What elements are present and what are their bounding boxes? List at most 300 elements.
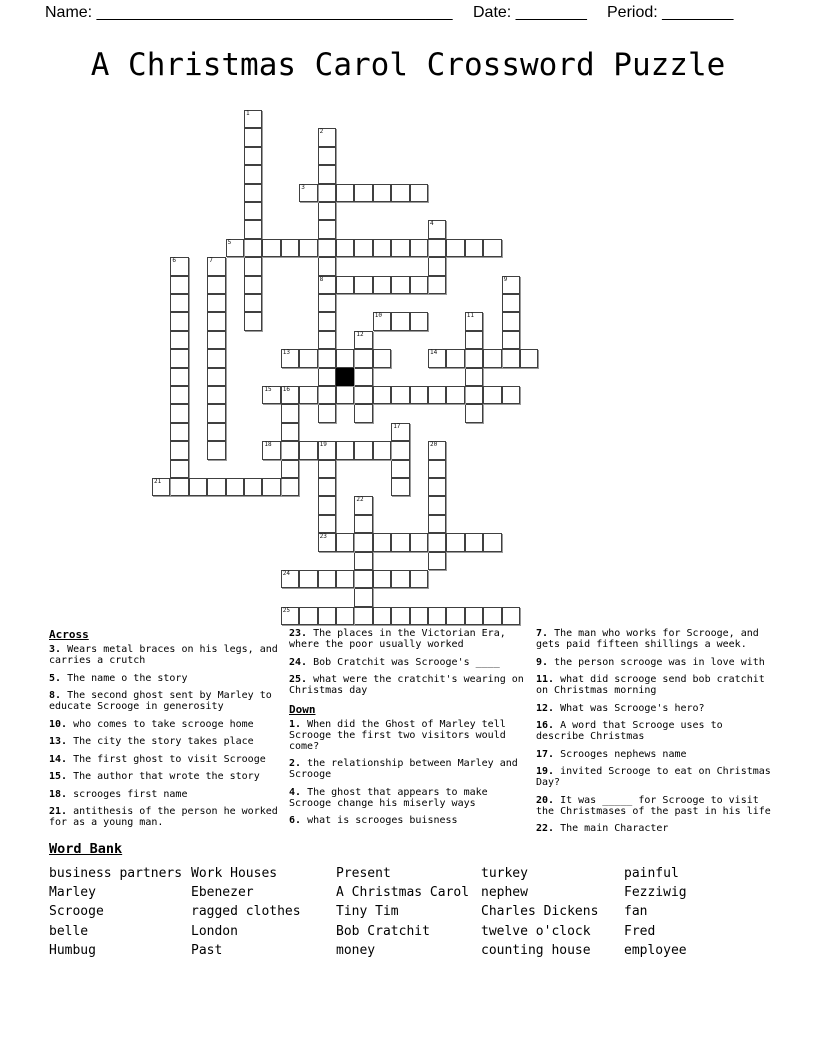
grid-cell[interactable] — [354, 588, 372, 606]
clue-down-17: 17. Scrooges nephews name — [536, 748, 687, 760]
clue-down-22: 22. The main Character — [536, 823, 669, 834]
grid-cell[interactable] — [483, 607, 501, 625]
grid-cell[interactable] — [244, 478, 262, 496]
grid-cell[interactable] — [428, 276, 446, 294]
grid-cell[interactable] — [428, 441, 446, 459]
grid-cell[interactable] — [373, 533, 391, 551]
grid-cell[interactable] — [244, 312, 262, 330]
grid-cell[interactable] — [281, 404, 299, 422]
grid-cell[interactable] — [318, 331, 336, 349]
grid-cell[interactable] — [354, 441, 372, 459]
clue-across-21: 21. antithesis of the person he worked for as a young man. — [49, 806, 278, 828]
grid-cell[interactable] — [318, 294, 336, 312]
grid-cell[interactable] — [281, 460, 299, 478]
clue-down-19: 19. invited Scrooge to eat on Christmas Day? — [536, 766, 771, 788]
grid-cell[interactable] — [299, 570, 317, 588]
grid-cell[interactable] — [318, 368, 336, 386]
grid-cell[interactable] — [318, 128, 336, 146]
grid-cell[interactable] — [244, 257, 262, 275]
cell-number: 14 — [430, 349, 438, 357]
grid-cell[interactable] — [170, 460, 188, 478]
grid-cell[interactable] — [391, 386, 409, 404]
grid-cell[interactable] — [483, 386, 501, 404]
grid-cell[interactable] — [336, 184, 354, 202]
cell-number: 16 — [282, 386, 291, 393]
grid-cell[interactable] — [465, 404, 483, 422]
clue-number: 12. — [536, 702, 555, 714]
grid-cell[interactable] — [318, 570, 336, 588]
grid-cell[interactable] — [299, 239, 317, 257]
clue-down-4: 4. The ghost that appears to make Scrooge change his miserly ways — [289, 786, 488, 809]
clue-number: 16. — [536, 720, 555, 731]
cell-number: 12 — [356, 330, 364, 338]
grid-cell[interactable] — [207, 386, 225, 404]
grid-cell[interactable] — [318, 515, 336, 533]
word-bank-word: business partners — [49, 866, 183, 881]
clue-down-11: 11. what did scrooge send bob cratchit on Christmas morning — [536, 674, 765, 696]
cell-number: 17 — [393, 422, 401, 430]
grid-cell[interactable] — [428, 257, 446, 275]
grid-cell[interactable] — [373, 184, 391, 202]
clue-number: 1. — [289, 718, 302, 730]
grid-cell[interactable] — [446, 239, 464, 257]
grid-cell[interactable] — [170, 478, 188, 496]
word-bank-word: Tiny Tim — [336, 904, 399, 920]
grid-cell[interactable] — [391, 239, 409, 257]
clue-number: 10. — [49, 718, 68, 730]
clue-number: 14. — [49, 753, 68, 765]
grid-cell[interactable] — [428, 515, 446, 533]
grid-cell[interactable] — [207, 441, 225, 459]
grid-cell[interactable] — [336, 607, 354, 625]
page-title: A Christmas Carol Crossword Puzzle — [90, 47, 726, 83]
grid-cell[interactable] — [410, 386, 428, 404]
clue-number: 24. — [289, 656, 308, 668]
grid-cell[interactable] — [391, 276, 409, 294]
grid-cell[interactable] — [244, 202, 262, 220]
word-bank-word: counting house — [481, 942, 591, 958]
grid-cell[interactable] — [502, 276, 520, 294]
grid-cell[interactable] — [373, 386, 391, 404]
grid-cell[interactable] — [170, 257, 188, 275]
grid-cell[interactable] — [428, 220, 446, 238]
word-bank-columns — [49, 864, 779, 960]
grid-cell[interactable] — [299, 184, 317, 202]
grid-cell[interactable] — [373, 312, 391, 330]
grid-cell[interactable] — [502, 294, 520, 312]
grid-cell[interactable] — [207, 294, 225, 312]
grid-cell[interactable] — [336, 276, 354, 294]
clue-number: 3. — [49, 644, 62, 655]
grid-cell[interactable] — [465, 386, 483, 404]
grid-cell[interactable] — [465, 349, 483, 367]
grid-cell[interactable] — [170, 294, 188, 312]
cell-number: 7 — [209, 257, 213, 265]
clue-number: 5. — [49, 672, 62, 684]
grid-cell[interactable] — [354, 276, 372, 294]
grid-cell[interactable] — [465, 239, 483, 257]
grid-cell[interactable] — [428, 552, 446, 570]
grid-cell[interactable] — [226, 239, 244, 257]
grid-cell[interactable] — [170, 349, 188, 367]
cell-number: 5 — [227, 238, 232, 246]
grid-cell[interactable] — [207, 276, 225, 294]
grid-cell[interactable] — [354, 349, 372, 367]
cell-number: 15 — [264, 386, 272, 393]
grid-cell[interactable] — [446, 533, 464, 551]
clue-across-25: 25. what were the cratchit's wearing on Christmas day — [289, 674, 524, 696]
grid-cell[interactable] — [318, 165, 336, 183]
word-bank-word: Past — [191, 942, 223, 958]
period-label: Period: — [607, 4, 658, 21]
grid-cell[interactable] — [318, 496, 336, 514]
period-field[interactable] — [607, 3, 733, 23]
grid-cell[interactable] — [483, 533, 501, 551]
grid-cell[interactable] — [465, 312, 483, 330]
grid-cell[interactable] — [410, 184, 428, 202]
grid-cell[interactable] — [354, 607, 372, 625]
grid-cell[interactable] — [318, 478, 336, 496]
cell-number: 8 — [319, 275, 324, 283]
cell-number: 23 — [319, 533, 327, 541]
grid-cell[interactable] — [410, 607, 428, 625]
grid-cell[interactable] — [373, 607, 391, 625]
grid-cell[interactable] — [428, 386, 446, 404]
grid-cell[interactable] — [391, 184, 409, 202]
grid-cell[interactable] — [244, 128, 262, 146]
word-bank-word: turkey — [481, 866, 528, 881]
grid-cell[interactable] — [391, 460, 409, 478]
clue-down-12: 12. What was Scrooge's hero? — [536, 702, 705, 714]
grid-cell[interactable] — [170, 386, 188, 404]
grid-cell[interactable] — [465, 368, 483, 386]
grid-cell[interactable] — [354, 404, 372, 422]
grid-cell[interactable] — [189, 478, 207, 496]
grid-cell[interactable] — [244, 165, 262, 183]
grid-cell[interactable] — [170, 423, 188, 441]
clue-number: 8. — [49, 690, 62, 701]
grid-cell[interactable] — [207, 368, 225, 386]
grid-cell[interactable] — [281, 441, 299, 459]
word-bank-word: nephew — [481, 885, 528, 901]
word-bank-word: Ebenezer — [191, 885, 254, 901]
word-bank-word: painful — [624, 866, 679, 881]
cell-number: 20 — [430, 441, 438, 449]
clue-number: 17. — [536, 748, 555, 760]
grid-cell[interactable] — [318, 460, 336, 478]
clue-number: 2. — [289, 758, 302, 769]
grid-cell[interactable] — [318, 276, 336, 294]
grid-cell[interactable] — [244, 220, 262, 238]
date-field[interactable] — [473, 3, 587, 23]
clue-across-15: 15. The author that wrote the story — [49, 771, 260, 782]
grid-cell[interactable] — [244, 110, 262, 128]
grid-cell[interactable] — [391, 441, 409, 459]
grid-cell[interactable] — [428, 496, 446, 514]
grid-cell[interactable] — [354, 368, 372, 386]
word-bank-word: Fred — [624, 923, 656, 939]
grid-cell[interactable] — [318, 349, 336, 367]
grid-cell[interactable] — [428, 460, 446, 478]
grid-cell[interactable] — [318, 441, 336, 459]
grid-cell[interactable] — [336, 239, 354, 257]
clue-number: 7. — [536, 628, 549, 639]
grid-cell[interactable] — [391, 478, 409, 496]
clue-across-13: 13. The city the story takes place — [49, 736, 254, 747]
across-clues-part2 — [289, 628, 532, 696]
word-bank-column — [336, 864, 481, 960]
grid-cell[interactable] — [244, 294, 262, 312]
name-field[interactable] — [45, 3, 453, 23]
grid-cell[interactable] — [170, 312, 188, 330]
grid-cell[interactable] — [336, 570, 354, 588]
grid-cell[interactable] — [207, 404, 225, 422]
clue-across-10: 10. who comes to take scrooge home — [49, 718, 254, 730]
grid-cell[interactable] — [465, 607, 483, 625]
clue-down-1: 1. When did the Ghost of Marley tell Scrooge the first two visitors would come? — [289, 718, 506, 752]
grid-cell[interactable] — [336, 386, 354, 404]
clue-across-8: 8. The second ghost sent by Marley to educate Scrooge in generosity — [49, 690, 272, 712]
clue-number: 4. — [289, 786, 302, 798]
grid-cell[interactable] — [318, 533, 336, 551]
word-bank-word: Work Houses — [191, 866, 278, 881]
down-clues-part2 — [536, 628, 775, 834]
grid-cell[interactable] — [170, 331, 188, 349]
grid-cell[interactable] — [262, 478, 280, 496]
clue-across-5: 5. The name o the story — [49, 672, 188, 684]
grid-cell[interactable] — [207, 331, 225, 349]
clue-number: 6. — [289, 815, 302, 826]
grid-cell[interactable] — [391, 533, 409, 551]
cell-number: 19 — [319, 441, 327, 449]
grid-cell[interactable] — [410, 570, 428, 588]
grid-cell[interactable] — [336, 349, 354, 367]
grid-cell[interactable] — [446, 386, 464, 404]
grid-cell[interactable] — [465, 331, 483, 349]
grid-cell[interactable] — [281, 570, 299, 588]
grid-cell[interactable] — [318, 239, 336, 257]
grid-cell[interactable] — [391, 423, 409, 441]
word-bank-word: Bob Cratchit — [336, 923, 430, 939]
clue-across-18: 18. scrooges first name — [49, 788, 188, 800]
grid-cell[interactable] — [299, 441, 317, 459]
grid-cell[interactable] — [354, 184, 372, 202]
grid-cell[interactable] — [318, 607, 336, 625]
name-blank-line[interactable]: ________________________________________ — [96, 4, 453, 21]
grid-cell[interactable] — [391, 312, 409, 330]
cell-number: 9 — [503, 275, 508, 283]
grid-cell[interactable] — [354, 496, 372, 514]
grid-cell[interactable] — [318, 312, 336, 330]
grid-cell[interactable] — [502, 607, 520, 625]
grid-cell[interactable] — [336, 533, 354, 551]
clue-down-7: 7. The man who works for Scrooge, and gets paid fifteen shillings a week. — [536, 628, 759, 650]
grid-cell[interactable] — [465, 533, 483, 551]
clue-number: 21. — [49, 806, 68, 817]
grid-cell[interactable] — [207, 478, 225, 496]
clue-column-1 — [49, 628, 285, 835]
word-bank-word: Charles Dickens — [481, 904, 599, 920]
grid-cell[interactable] — [281, 239, 299, 257]
cell-number: 2 — [319, 128, 324, 136]
clue-number: 19. — [536, 766, 555, 777]
grid-cell[interactable] — [299, 349, 317, 367]
word-bank-word: ragged clothes — [191, 904, 301, 920]
across-heading: Across — [49, 628, 89, 641]
grid-cell[interactable] — [354, 570, 372, 588]
grid-cell[interactable] — [373, 239, 391, 257]
clue-across-24: 24. Bob Cratchit was Scrooge's ____ — [289, 656, 500, 668]
word-bank-word: Scrooge — [49, 904, 104, 920]
grid-cell[interactable] — [354, 552, 372, 570]
clue-across-14: 14. The first ghost to visit Scrooge — [49, 753, 266, 765]
grid-cell[interactable] — [410, 312, 428, 330]
grid-cell[interactable] — [391, 570, 409, 588]
grid-cell[interactable] — [244, 276, 262, 294]
word-bank-word: fan — [624, 904, 648, 920]
clue-down-16: 16. A word that Scrooge uses to describe Christmas — [536, 720, 723, 742]
grid-cell[interactable] — [502, 349, 520, 367]
grid-cell[interactable] — [446, 349, 464, 367]
cell-number: 10 — [374, 312, 383, 320]
cell-number: 3 — [301, 183, 305, 191]
clue-across-23: 23. The places in the Victorian Era, where the poor usually worked — [289, 628, 506, 650]
grid-cell[interactable] — [520, 349, 538, 367]
grid-cell[interactable] — [410, 533, 428, 551]
word-bank-word: employee — [624, 942, 687, 958]
grid-cell[interactable] — [502, 386, 520, 404]
grid-cell[interactable] — [354, 239, 372, 257]
grid-cell[interactable] — [281, 423, 299, 441]
cell-number: 6 — [172, 257, 177, 265]
word-bank-word: London — [191, 923, 238, 939]
grid-cell[interactable] — [262, 239, 280, 257]
grid-cell[interactable] — [207, 423, 225, 441]
grid-cell[interactable] — [483, 239, 501, 257]
grid-cell[interactable] — [354, 515, 372, 533]
grid-cell[interactable] — [299, 607, 317, 625]
grid-cell[interactable] — [318, 386, 336, 404]
clue-number: 9. — [536, 656, 549, 668]
grid-cell[interactable] — [207, 349, 225, 367]
grid-cell[interactable] — [354, 386, 372, 404]
grid-cell[interactable] — [373, 441, 391, 459]
grid-cell[interactable] — [244, 184, 262, 202]
clue-number: 18. — [49, 788, 68, 800]
grid-cell[interactable] — [502, 312, 520, 330]
word-bank-word: A Christmas Carol — [336, 885, 470, 901]
cell-number: 4 — [430, 220, 434, 228]
across-clues-part1 — [49, 644, 285, 828]
grid-cell[interactable] — [318, 184, 336, 202]
black-cell — [336, 368, 354, 386]
date-label: Date: — [473, 4, 512, 21]
date-blank-line[interactable]: ________ — [515, 4, 587, 21]
clue-down-6: 6. what is scrooges buisness — [289, 815, 458, 826]
grid-cell[interactable] — [318, 202, 336, 220]
grid-cell[interactable] — [281, 478, 299, 496]
grid-cell[interactable] — [354, 533, 372, 551]
grid-cell[interactable] — [373, 276, 391, 294]
grid-cell[interactable] — [170, 441, 188, 459]
grid-cell[interactable] — [207, 312, 225, 330]
grid-cell[interactable] — [410, 276, 428, 294]
word-bank-column — [191, 864, 336, 960]
grid-cell[interactable] — [244, 147, 262, 165]
grid-cell[interactable] — [373, 349, 391, 367]
grid-cell[interactable] — [428, 239, 446, 257]
cell-number: 13 — [282, 349, 291, 357]
clue-down-2: 2. the relationship between Marley and Scrooge — [289, 758, 518, 780]
grid-cell[interactable] — [262, 386, 280, 404]
grid-cell[interactable] — [318, 257, 336, 275]
clue-number: 15. — [49, 771, 68, 782]
word-bank-word: twelve o'clock — [481, 923, 591, 939]
cell-number: 18 — [264, 441, 272, 449]
word-bank-word: Humbug — [49, 942, 96, 958]
grid-cell[interactable] — [281, 386, 299, 404]
clue-column-2 — [289, 628, 532, 833]
grid-cell[interactable] — [446, 607, 464, 625]
grid-cell[interactable] — [428, 533, 446, 551]
grid-cell[interactable] — [244, 239, 262, 257]
grid-cell[interactable] — [502, 331, 520, 349]
grid-cell[interactable] — [170, 276, 188, 294]
grid-cell[interactable] — [207, 257, 225, 275]
grid-cell[interactable] — [483, 349, 501, 367]
down-clues-part1 — [289, 719, 532, 827]
clue-number: 25. — [289, 674, 308, 685]
grid-cell[interactable] — [336, 441, 354, 459]
grid-cell[interactable] — [281, 607, 299, 625]
grid-cell[interactable] — [152, 478, 170, 496]
grid-cell[interactable] — [318, 220, 336, 238]
grid-cell[interactable] — [373, 570, 391, 588]
clue-across-3: 3. Wears metal braces on his legs, and carries a crutch — [49, 644, 278, 666]
grid-cell[interactable] — [428, 349, 446, 367]
period-blank-line[interactable]: ________ — [662, 4, 734, 21]
cell-number: 25 — [282, 606, 291, 614]
grid-cell[interactable] — [318, 404, 336, 422]
grid-cell[interactable] — [299, 386, 317, 404]
grid-cell[interactable] — [281, 349, 299, 367]
down-heading: Down — [289, 702, 316, 716]
grid-cell[interactable] — [262, 441, 280, 459]
grid-cell[interactable] — [410, 239, 428, 257]
cell-number: 1 — [246, 110, 250, 117]
word-bank-word: Present — [336, 866, 391, 881]
clue-number: 11. — [536, 674, 555, 685]
grid-cell[interactable] — [391, 607, 409, 625]
grid-cell[interactable] — [318, 147, 336, 165]
word-bank-word: Marley — [49, 885, 96, 901]
cell-number: 11 — [466, 312, 475, 320]
grid-cell[interactable] — [170, 404, 188, 422]
word-bank-column — [481, 864, 624, 960]
grid-cell[interactable] — [428, 478, 446, 496]
word-bank — [49, 841, 779, 960]
grid-cell[interactable] — [428, 607, 446, 625]
grid-cell[interactable] — [170, 368, 188, 386]
word-bank-word: Fezziwig — [624, 885, 687, 901]
clue-down-20: 20. It was _____ for Scrooge to visit the Christmases of the past in his life — [536, 794, 771, 817]
word-bank-word: belle — [49, 923, 89, 939]
clue-number: 20. — [536, 794, 555, 806]
crossword-grid[interactable] — [152, 110, 539, 626]
word-bank-column — [624, 864, 754, 960]
grid-cell[interactable] — [354, 331, 372, 349]
grid-cell[interactable] — [226, 478, 244, 496]
